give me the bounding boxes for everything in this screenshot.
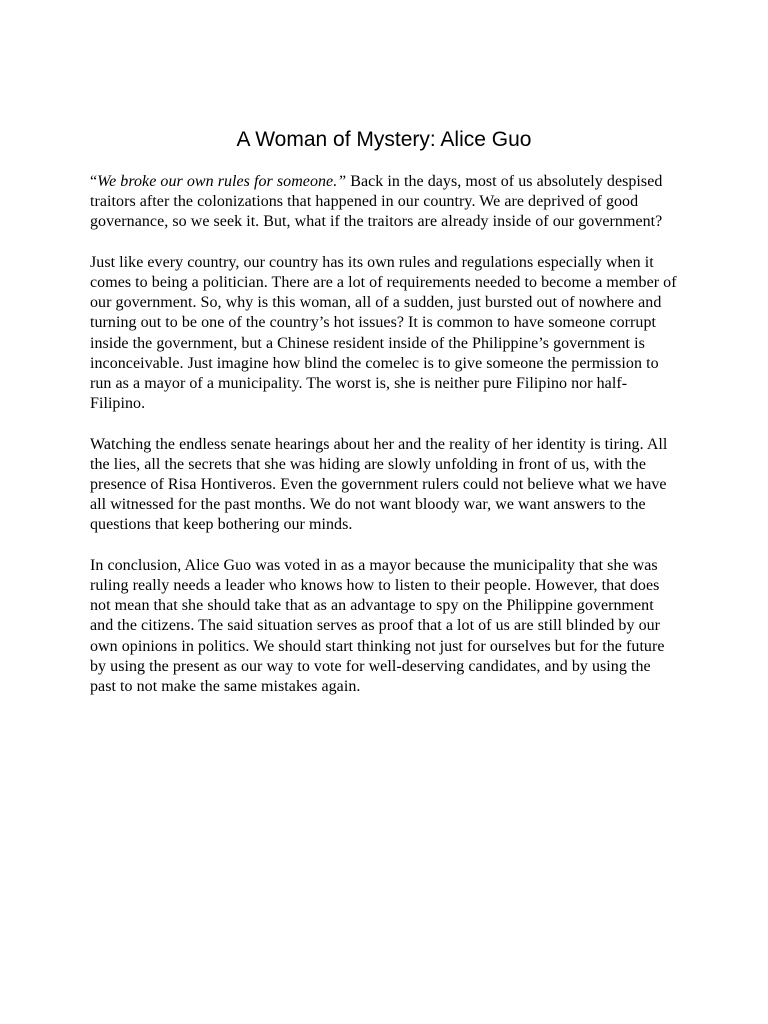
opening-quote-mark: “ (90, 173, 98, 190)
paragraph-3: Watching the endless senate hearings about her and the reality of her identity is tiring. All the lies, all the secrets that she was hiding are slowly unfolding in front of us, with the presence of Risa Hontiveros. Even the government rulers could not believe what we have all witnessed for the past months. We do not want bloody war, we want answers to the questions that keep bothering our minds. (90, 435, 668, 534)
paragraph-4: In conclusion, Alice Guo was voted in as a mayor because the municipality that she was ruling really needs a leader who knows how to listen to their people. However, that does not mean that she should take that as an advantage to spy on the Philippine government and the citizens. The said situation serves as proof that a lot of us are still blinded by our own opinions in politics. We should start thinking not just for ourselves but for the future by using the present as our way to vote for well-deserving candidates, and by using the past to not make the same mistakes again. (90, 556, 665, 696)
document-body (90, 172, 680, 717)
paragraph-1-text: Back in the days, most of us absolutely despised traitors after the colonizations that happened in our country. We are deprived of good governance, so we seek it. But, what if the traitors are already inside of our government? (90, 173, 663, 231)
paragraph-1 (90, 172, 680, 233)
paragraph-2: Just like every country, our country has its own rules and regulations especially when it comes to being a politician. There are a lot of requirements needed to become a member of our government. So, why is this woman, all of a sudden, just bursted out of nowhere and turning out to be one of the country’s hot issues? It is common to have someone corrupt inside the government, but a Chinese resident inside of the Philippine’s government is inconceivable. Just imagine how blind the comelec is to give someone the permission to run as a mayor of a municipality. The worst is, she is neither pure Filipino nor half-Filipino. (90, 253, 677, 413)
lead-quote: We broke our own rules for someone.” (97, 173, 347, 190)
document-title: A Woman of Mystery: Alice Guo (236, 128, 532, 151)
